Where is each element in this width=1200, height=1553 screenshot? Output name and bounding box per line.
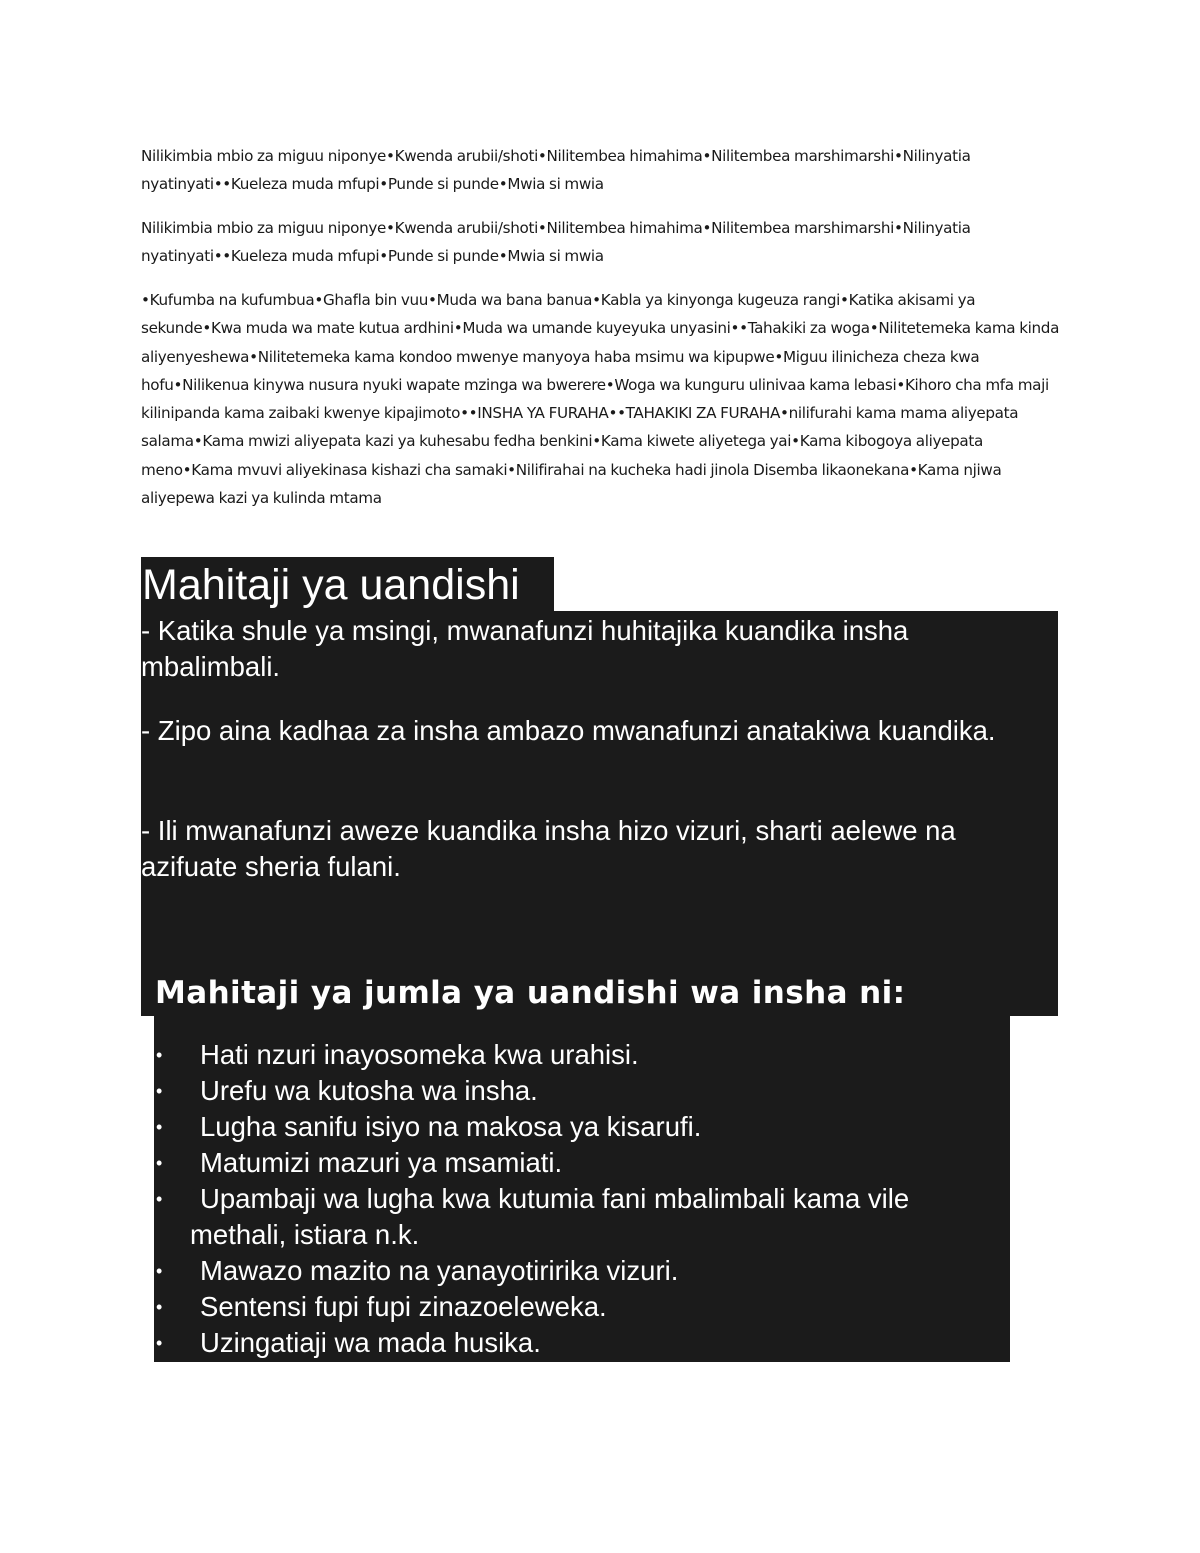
list-item-text: Sentensi fupi fupi zinazoeleweka. <box>200 1291 607 1322</box>
section-point-2: - Zipo aina kadhaa za insha ambazo mwanafunzi anatakiwa kuandika. <box>141 715 996 746</box>
bullet-icon: • <box>156 1081 163 1101</box>
bullet-icon: • <box>156 1153 163 1173</box>
paragraph-expressions-1: Nilikimbia mbio za miguu niponye•Kwenda arubii/shoti•Nilitembea himahima•Nilitembea marshimarshi•Nilinyatia nyatinyati••Kueleza muda mfupi•Punde si punde•Mwia si mwia <box>141 147 971 194</box>
list-item-text: Uzingatiaji wa mada husika. <box>200 1327 541 1358</box>
list-item-text: Upambaji wa lugha kwa kutumia fani mbalimbali kama vile <box>200 1183 910 1214</box>
paragraph-expressions-2: Nilikimbia mbio za miguu niponye•Kwenda arubii/shoti•Nilitembea himahima•Nilitembea marshimarshi•Nilinyatia nyatinyati••Kueleza muda mfupi•Punde si punde•Mwia si mwia <box>141 219 971 266</box>
section-heading-block <box>141 557 554 611</box>
list-item <box>154 1181 1010 1253</box>
section-heading: Mahitaji ya uandishi <box>142 561 520 609</box>
list-item-text: Urefu wa kutosha wa insha. <box>200 1075 538 1106</box>
bullet-icon: • <box>156 1333 163 1353</box>
list-item <box>154 1253 1010 1289</box>
section-point-3: - Ili mwanafunzi aweze kuandika insha hizo vizuri, sharti aelewe na azifuate sheria fulani. <box>141 815 956 882</box>
list-item <box>154 1073 1010 1109</box>
section-body-block <box>141 611 1058 1016</box>
list-item-continuation: methali, istiara n.k. <box>190 1219 420 1250</box>
list-item-text: Matumizi mazuri ya msamiati. <box>200 1147 563 1178</box>
list-item-text: Hati nzuri inayosomeka kwa urahisi. <box>200 1039 639 1070</box>
bullet-icon: • <box>156 1189 163 1209</box>
list-item <box>154 1325 1010 1361</box>
bullet-icon: • <box>156 1297 163 1317</box>
list-item <box>154 1145 1010 1181</box>
section-point-1: - Katika shule ya msingi, mwanafunzi huhitajika kuandika insha mbalimbali. <box>141 615 909 682</box>
bullet-icon: • <box>156 1045 163 1065</box>
paragraph-expressions-3: •Kufumba na kufumbua•Ghafla bin vuu•Muda wa bana banua•Kabla ya kinyonga kugeuza rangi•Katika akisami ya sekunde•Kwa muda wa mate kutua ardhini•Muda wa umande kuyeyuka unyasini••Tahakiki za woga•Nilitetemeka kama kinda aliyenyeshewa•Nilitetemeka kama kondoo mwenye manyoya haba msimu wa kipupwe•Miguu ilinicheza cheza kwa hofu•Nilikenua kinywa nusura nyuki wapate mzinga wa bwerere•Woga wa kunguru ulinivaa kama lebasi•Kihoro cha mfa maji kilinipanda kama zaibaki kwenye kipajimoto••INSHA YA FURAHA••TAHAKIKI ZA FURAHA•nilifurahi kama mama aliyepata salama•Kama mwizi aliyepata kazi ya kuhesabu fedha benkini•Kama kiwete aliyetega yai•Kama kibogoya aliyepata meno•Kama mvuvi aliyekinasa kishazi cha samaki•Nilifirahai na kucheka hadi jinola Disemba likaonekana•Kama njiwa aliyepewa kazi ya kulinda mtama <box>141 291 1060 508</box>
bullet-icon: • <box>156 1261 163 1281</box>
requirements-list-block <box>154 1016 1010 1362</box>
list-item <box>154 1037 1010 1073</box>
list-item <box>154 1289 1010 1325</box>
list-item <box>154 1109 1010 1145</box>
requirements-list <box>154 1037 1010 1361</box>
bullet-icon: • <box>156 1117 163 1137</box>
list-item-text: Mawazo mazito na yanayotiririka vizuri. <box>200 1255 679 1286</box>
list-item-text: Lugha sanifu isiyo na makosa ya kisarufi. <box>200 1111 702 1142</box>
requirements-subheading: Mahitaji ya jumla ya uandishi wa insha ni: <box>155 975 906 1011</box>
